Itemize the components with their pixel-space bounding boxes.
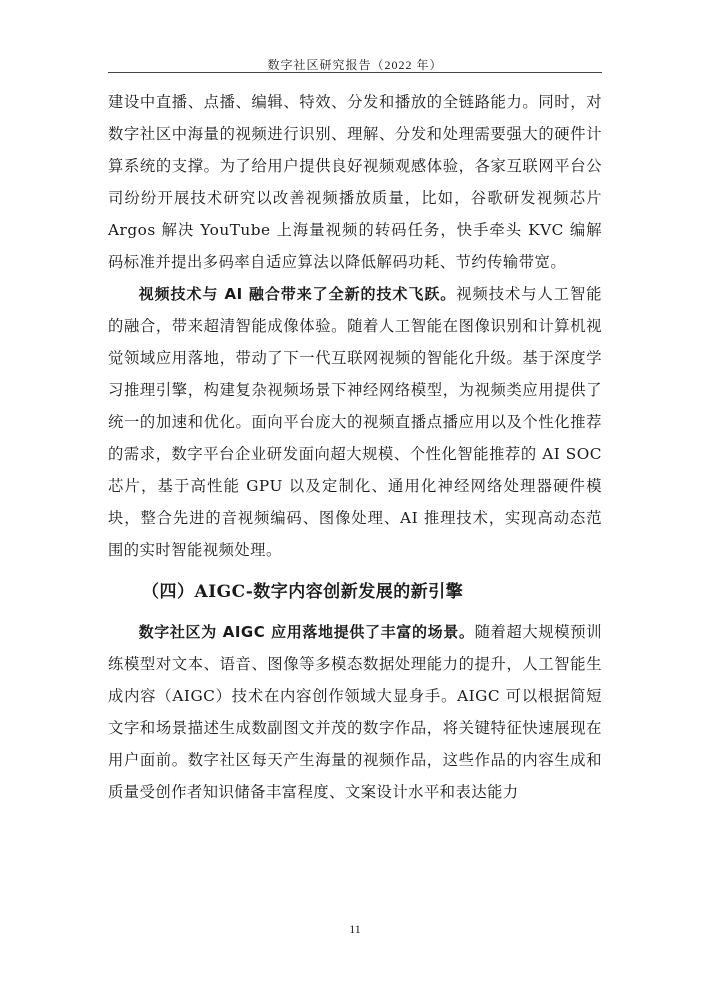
running-header: 数字社区研究报告（2022 年） — [267, 58, 443, 72]
header-divider — [108, 72, 602, 73]
body-paragraph-3 — [108, 616, 602, 808]
page-body — [108, 86, 602, 808]
paragraph-lead-bold: 视频技术与 AI 融合带来了全新的技术飞跃。 — [138, 285, 457, 303]
body-paragraph-2 — [108, 278, 602, 566]
page-number: 11 — [349, 922, 361, 936]
paragraph-lead-bold: 数字社区为 AIGC 应用落地提供了丰富的场景。 — [138, 623, 475, 641]
body-paragraph-1: 建设中直播、点播、编辑、特效、分发和播放的全链路能力。同时，对数字社区中海量的视频进行识别、理解、分发和处理需要强大的硬件计算系统的支撑。为了给用户提供良好视频观感体验，各家互联网平台公司纷纷开展技术研究以改善视频播放质量，比如，谷歌研发视频芯片 Argos 解决 YouTube 上海量视频的转码任务，快手牵头 KVC 编解码标准并提出多码率自适应算法以降低解码功耗、节约传输带宽。 — [108, 93, 602, 271]
paragraph-text: 随着超大规模预训练模型对文本、语音、图像等多模态数据处理能力的提升，人工智能生成内容（AIGC）技术在内容创作领域大显身手。AIGC 可以根据简短文字和场景描述生成数副图文并茂的数字作品，将关键特征快速展现在用户面前。数字社区每天产生海量的视频作品，这些作品的内容生成和质量受创作者知识储备丰富程度、文案设计水平和表达能力 — [108, 623, 602, 801]
paragraph-text: 视频技术与人工智能的融合，带来超清智能成像体验。随着人工智能在图像识别和计算机视觉领域应用落地，带动了下一代互联网视频的智能化升级。基于深度学习推理引擎，构建复杂视频场景下神经网络模型，为视频类应用提供了统一的加速和优化。面向平台庞大的视频直播点播应用以及个性化推荐的需求，数字平台企业研发面向超大规模、个性化智能推荐的 AI SOC 芯片，基于高性能 GPU 以及定制化、通用化神经网络处理器硬件模块，整合先进的音视频编码、图像处理、AI 推理技术，实现高动态范围的实时智能视频处理。 — [108, 285, 602, 559]
section-heading: （四）AIGC-数字内容创新发展的新引擎 — [142, 582, 464, 602]
